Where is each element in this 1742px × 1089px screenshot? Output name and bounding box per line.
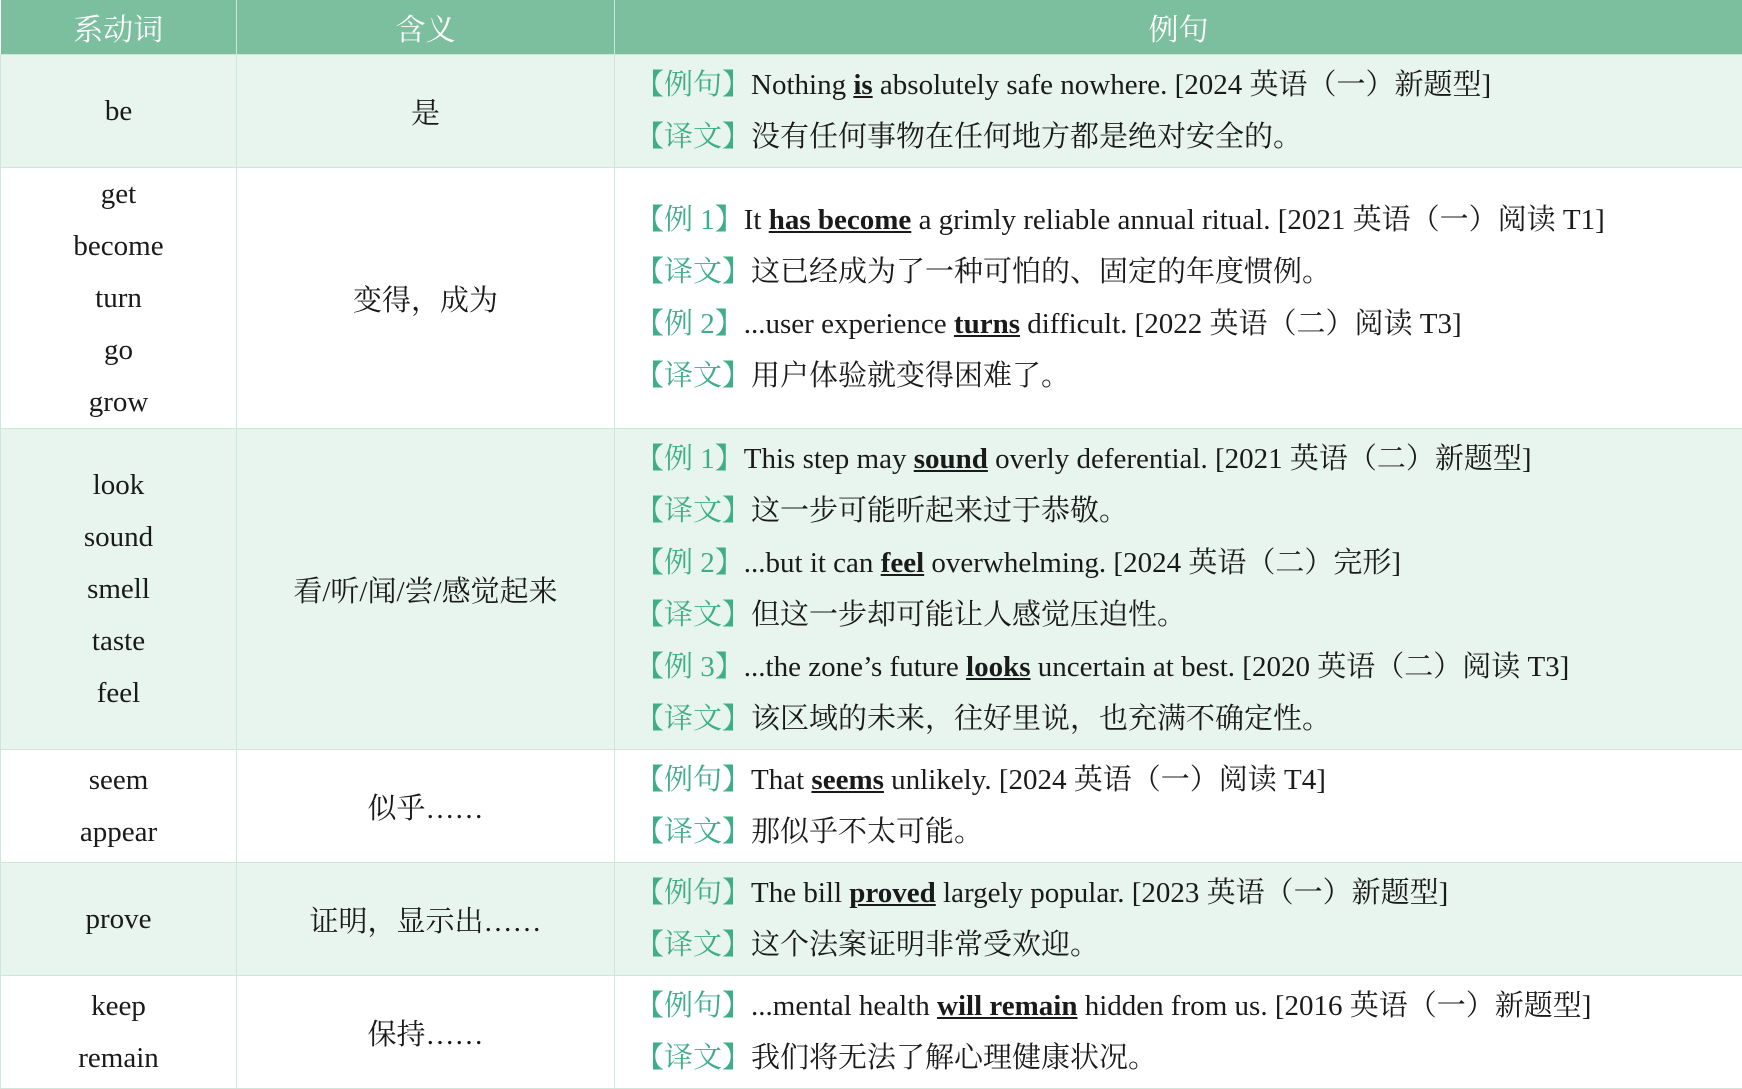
example-line (635, 59, 1742, 111)
line-tag: 【译文】 (635, 360, 751, 392)
example-cell (615, 750, 1742, 863)
line-text: 但这一步却可能让人感觉压迫性。 (751, 599, 1186, 631)
verb-cell (1, 976, 237, 1089)
example-line (635, 641, 1742, 693)
line-text-rest: overwhelming. [2024 英语（二）完形] (924, 547, 1401, 579)
line-tag: 【例 3】 (635, 651, 744, 683)
line-tag: 【例 1】 (635, 443, 744, 475)
line-text-rest: hidden from us. [2016 英语（一）新题型] (1077, 990, 1591, 1022)
table-row (1, 429, 1742, 750)
line-text: 那似乎不太可能。 (751, 816, 983, 848)
highlighted-verb: sound (914, 443, 988, 475)
meaning-cell: 变得，成为 (237, 168, 615, 429)
example-cell (615, 429, 1742, 750)
translation-line (635, 350, 1742, 402)
verb-item: get (1, 168, 236, 220)
line-text: The bill (751, 877, 849, 909)
verb-item: prove (1, 893, 236, 945)
line-tag: 【译文】 (635, 495, 751, 527)
translation-line (635, 693, 1742, 745)
verb-cell (1, 863, 237, 976)
translation-line (635, 246, 1742, 298)
line-tag: 【译文】 (635, 1042, 751, 1074)
meaning-cell: 保持…… (237, 976, 615, 1089)
line-text-rest: uncertain at best. [2020 英语（二）阅读 T3] (1031, 651, 1570, 683)
line-text: 没有任何事物在任何地方都是绝对安全的。 (751, 121, 1302, 153)
highlighted-verb: turns (954, 308, 1020, 340)
table-row (1, 976, 1742, 1089)
example-cell (615, 168, 1742, 429)
verb-item: appear (1, 806, 236, 858)
verb-item: seem (1, 754, 236, 806)
line-tag: 【例句】 (635, 69, 751, 101)
table-row (1, 750, 1742, 863)
meaning-cell: 证明，显示出…… (237, 863, 615, 976)
meaning-cell: 是 (237, 55, 615, 168)
line-text: ...the zone’s future (744, 651, 966, 683)
highlighted-verb: feel (881, 547, 924, 579)
header-row (1, 0, 1742, 55)
line-tag: 【译文】 (635, 816, 751, 848)
table-row (1, 863, 1742, 976)
highlighted-verb: will remain (937, 990, 1077, 1022)
verb-item: feel (1, 667, 236, 719)
header-meaning: 含义 (237, 0, 615, 55)
line-tag: 【例句】 (635, 877, 751, 909)
line-text-rest: overly deferential. [2021 英语（二）新题型] (988, 443, 1532, 475)
example-cell (615, 863, 1742, 976)
line-text: It (744, 204, 769, 236)
example-cell (615, 976, 1742, 1089)
verb-item: go (1, 324, 236, 376)
line-text: 我们将无法了解心理健康状况。 (751, 1042, 1157, 1074)
verb-item: smell (1, 563, 236, 615)
verb-item: taste (1, 615, 236, 667)
highlighted-verb: seems (811, 764, 883, 796)
line-tag: 【译文】 (635, 256, 751, 288)
meaning-cell: 看/听/闻/尝/感觉起来 (237, 429, 615, 750)
highlighted-verb: is (853, 69, 872, 101)
line-text: 这已经成为了一种可怕的、固定的年度惯例。 (751, 256, 1331, 288)
line-tag: 【例 1】 (635, 204, 744, 236)
translation-line (635, 485, 1742, 537)
line-text: 该区域的未来，往好里说，也充满不确定性。 (751, 703, 1331, 735)
verb-item: become (1, 220, 236, 272)
line-text-rest: absolutely safe nowhere. [2024 英语（一）新题型] (873, 69, 1492, 101)
translation-line (635, 1032, 1742, 1084)
line-tag: 【例 2】 (635, 547, 744, 579)
header-examples: 例句 (615, 0, 1742, 55)
line-text: ...but it can (744, 547, 881, 579)
line-tag: 【例句】 (635, 990, 751, 1022)
example-cell (615, 55, 1742, 168)
example-line (635, 980, 1742, 1032)
verb-cell (1, 55, 237, 168)
line-tag: 【译文】 (635, 121, 751, 153)
verb-item: turn (1, 272, 236, 324)
line-text: This step may (744, 443, 914, 475)
verb-item: sound (1, 511, 236, 563)
line-text: 这个法案证明非常受欢迎。 (751, 929, 1099, 961)
example-line (635, 433, 1742, 485)
line-tag: 【译文】 (635, 703, 751, 735)
table-body (1, 55, 1742, 1089)
translation-line (635, 589, 1742, 641)
verb-item: grow (1, 376, 236, 428)
line-tag: 【译文】 (635, 599, 751, 631)
verb-item: look (1, 459, 236, 511)
meaning-cell: 似乎…… (237, 750, 615, 863)
verb-cell (1, 750, 237, 863)
translation-line (635, 111, 1742, 163)
example-line (635, 867, 1742, 919)
verb-cell (1, 168, 237, 429)
example-line (635, 537, 1742, 589)
line-text-rest: largely popular. [2023 英语（一）新题型] (936, 877, 1449, 909)
verb-item: remain (1, 1032, 236, 1084)
translation-line (635, 806, 1742, 858)
line-tag: 【例句】 (635, 764, 751, 796)
line-text: ...mental health (751, 990, 937, 1022)
example-line (635, 754, 1742, 806)
line-text: 这一步可能听起来过于恭敬。 (751, 495, 1128, 527)
verb-item: be (1, 85, 236, 137)
line-text: Nothing (751, 69, 853, 101)
example-line (635, 194, 1742, 246)
highlighted-verb: has become (769, 204, 912, 236)
translation-line (635, 919, 1742, 971)
table-row (1, 168, 1742, 429)
line-text-rest: difficult. [2022 英语（二）阅读 T3] (1020, 308, 1462, 340)
verb-item: keep (1, 980, 236, 1032)
highlighted-verb: looks (966, 651, 1030, 683)
line-tag: 【译文】 (635, 929, 751, 961)
line-text: 用户体验就变得困难了。 (751, 360, 1070, 392)
line-text-rest: unlikely. [2024 英语（一）阅读 T4] (884, 764, 1326, 796)
highlighted-verb: proved (849, 877, 935, 909)
line-text: That (751, 764, 811, 796)
table-row (1, 55, 1742, 168)
line-tag: 【例 2】 (635, 308, 744, 340)
line-text: ...user experience (744, 308, 954, 340)
example-line (635, 298, 1742, 350)
line-text-rest: a grimly reliable annual ritual. [2021 英语（一）阅读 T1] (911, 204, 1604, 236)
header-verb: 系动词 (1, 0, 237, 55)
verb-cell (1, 429, 237, 750)
